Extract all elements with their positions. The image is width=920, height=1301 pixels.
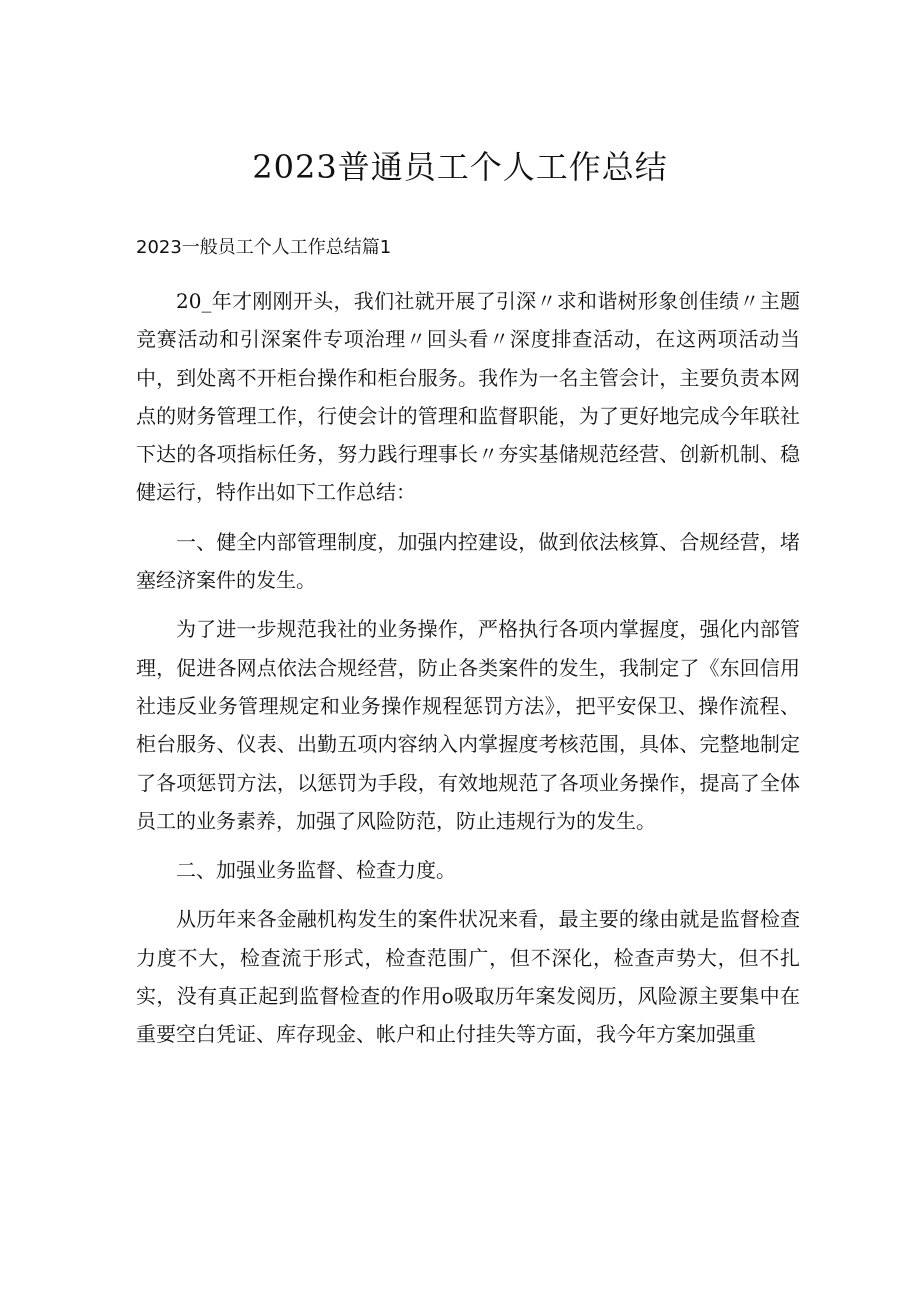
paragraph-heading-1: 一、健全内部管理制度，加强内控建设，做到依法核算、合规经营，堵塞经济案件的发生。	[136, 529, 800, 593]
paragraph-supervision: 从历年来各金融机构发生的案件状况来看，最主要的缘由就是监督检查力度不大，检查流于形式，检查范围广，但不深化，检查声势大，但不扎实，没有真正起到监督检查的作用o吸取历年案发阅历，风险源主要集中在重要空白凭证、库存现金、帐户和止付挂失等方面，我今年方案加强重	[136, 907, 800, 1047]
paragraph-management: 为了进一步规范我社的业务操作，严格执行各项内掌握度，强化内部管理，促进各网点依法合规经营，防止各类案件的发生，我制定了《东回信用社违反业务管理规定和业务操作规程惩罚方法》，把平安保卫、操作流程、柜台服务、仪表、出勤五项内容纳入内掌握度考核范围，具体、完整地制定了各项惩罚方法，以惩罚为手段，有效地规范了各项业务操作，提高了全体员工的业务素养，加强了风险防范，防止违规行为的发生。	[136, 617, 800, 833]
paragraph-heading-2: 二、加强业务监督、检查力度。	[176, 858, 456, 883]
section-heading: 2023一般员工个人工作总结篇1	[136, 237, 392, 258]
document-body	[136, 282, 800, 1065]
page-title: 2023普通员工个人工作总结	[252, 148, 668, 186]
paragraph-intro: 20_年才刚刚开头，我们社就开展了引深〃求和谐树形象创佳绩〃主题竞赛活动和引深案件专项治理〃回头看〃深度排查活动，在这两项活动当中，到处离不开柜台操作和柜台服务。我作为一名主管会计，主要负责本网点的财务管理工作，行使会计的管理和监督职能，为了更好地完成今年联社下达的各项指标任务，努力践行理事长〃夯实基储规范经营、创新机制、稳健运行，特作出如下工作总结：	[136, 289, 800, 505]
